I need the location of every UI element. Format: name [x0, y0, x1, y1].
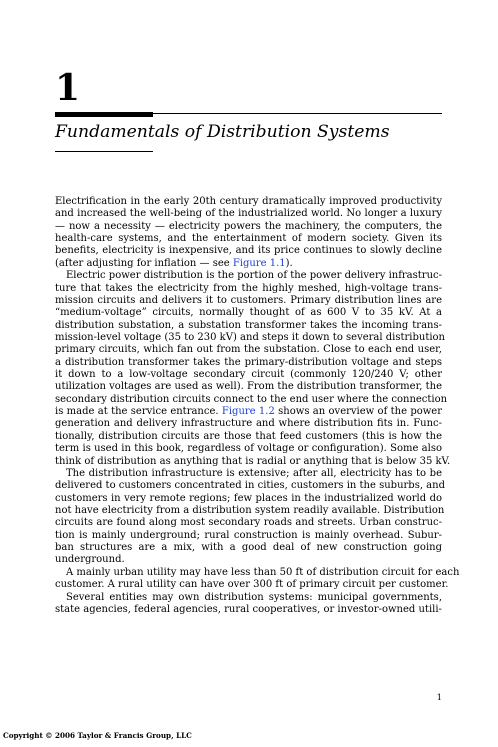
text-line: generation and delivery infrastructure and where distribution fits in. Func-: [55, 418, 442, 430]
copyright-notice: Copyright © 2006 Taylor & Francis Group, LLC: [3, 731, 192, 740]
text-line: utilization voltages are used as well). From the distribution transformer, the: [55, 381, 442, 393]
text-line: Electric power distribution is the portion of the power delivery infrastruc-: [66, 270, 442, 282]
text-line: — now a necessity — electricity powers the machinery, the computers, the: [55, 220, 442, 232]
chapter-rule-thin: [153, 113, 442, 114]
text-line: health-care systems, and the entertainment of modern society. Given its: [55, 233, 442, 245]
text-line: secondary distribution circuits connect to the end user where the connection: [55, 393, 448, 405]
chapter-number: 1: [55, 67, 81, 109]
text-line: distribution substation, a substation transformer takes the incoming trans-: [55, 319, 442, 331]
line-text: shows an overview of the power: [274, 406, 443, 418]
text-line: A mainly urban utility may have less than 50 ft of distribution circuit for each: [66, 566, 460, 578]
figure-link[interactable]: Figure 1.2: [221, 406, 275, 418]
text-line: tion is mainly underground; rural construction is mainly overhead. Subur-: [55, 529, 442, 541]
text-line: mission circuits and delivers it to customers. Primary distribution lines are: [55, 294, 442, 306]
line-text: (after adjusting for inflation — see: [55, 257, 233, 269]
text-line: benefits, electricity is inexpensive, and its price continues to slowly decline: [55, 245, 442, 257]
paragraph: [55, 592, 442, 617]
text-line: tionally, distribution circuits are those that feed customers (this is how the: [55, 430, 442, 442]
line-text: is made at the service entrance.: [55, 406, 222, 418]
text-line: not have electricity from a distribution system readily available. Distribution: [55, 504, 445, 516]
line-text: ).: [285, 257, 293, 269]
text-line: [55, 406, 442, 418]
text-line: “medium-voltage” circuits, normally thought of as 600 V to 35 kV. At a: [55, 307, 442, 319]
text-line: mission-level voltage (35 to 230 kV) and steps it down to several distribution: [55, 331, 445, 343]
text-line: a distribution transformer takes the primary-distribution voltage and steps: [55, 356, 442, 368]
paragraph: [55, 566, 460, 592]
title-underline-rule: [55, 151, 153, 152]
text-line: The distribution infrastructure is extensive; after all, electricity has to be: [66, 467, 442, 479]
text-line: customers in very remote regions; few places in the industrialized world do: [55, 492, 442, 504]
body-text: [55, 196, 460, 616]
text-line: Electrification in the early 20th century dramatically improved productivity: [55, 196, 442, 207]
text-line: delivered to customers concentrated in cities, customers in the suburbs, and: [55, 480, 445, 492]
paragraph: [55, 270, 451, 468]
figure-link[interactable]: Figure 1.1: [232, 257, 286, 269]
chapter-rule-thick: [55, 112, 153, 117]
chapter-title: Fundamentals of Distribution Systems: [55, 122, 390, 142]
text-line: term is used in this book, regardless of voltage or configuration). Some also: [55, 443, 442, 455]
text-line: [55, 258, 442, 270]
text-line: primary circuits, which fan out from the substation. Close to each end user,: [55, 344, 442, 356]
text-line: underground.: [55, 554, 125, 566]
text-line: circuits are found along most secondary roads and streets. Urban construc-: [55, 517, 442, 529]
text-line: state agencies, federal agencies, rural cooperatives, or investor-owned utili-: [55, 603, 442, 615]
paragraph: [55, 467, 445, 567]
text-line: ban structures are a mix, with a good deal of new construction going: [55, 542, 442, 554]
text-line: it down to a low-voltage secondary circuit (commonly 120/240 V; other: [55, 369, 442, 381]
paragraph: [55, 196, 442, 270]
page-number: 1: [436, 693, 442, 703]
text-line: ture that takes the electricity from the highly meshed, high-voltage trans-: [55, 282, 442, 294]
text-line: Several entities may own distribution systems: municipal governments,: [66, 591, 442, 603]
text-line: customer. A rural utility can have over 300 ft of primary circuit per customer.: [55, 579, 449, 591]
text-line: and increased the well-being of the industrialized world. No longer a luxury: [55, 208, 442, 220]
text-line: think of distribution as anything that is radial or anything that is below 35 kV.: [55, 455, 451, 467]
